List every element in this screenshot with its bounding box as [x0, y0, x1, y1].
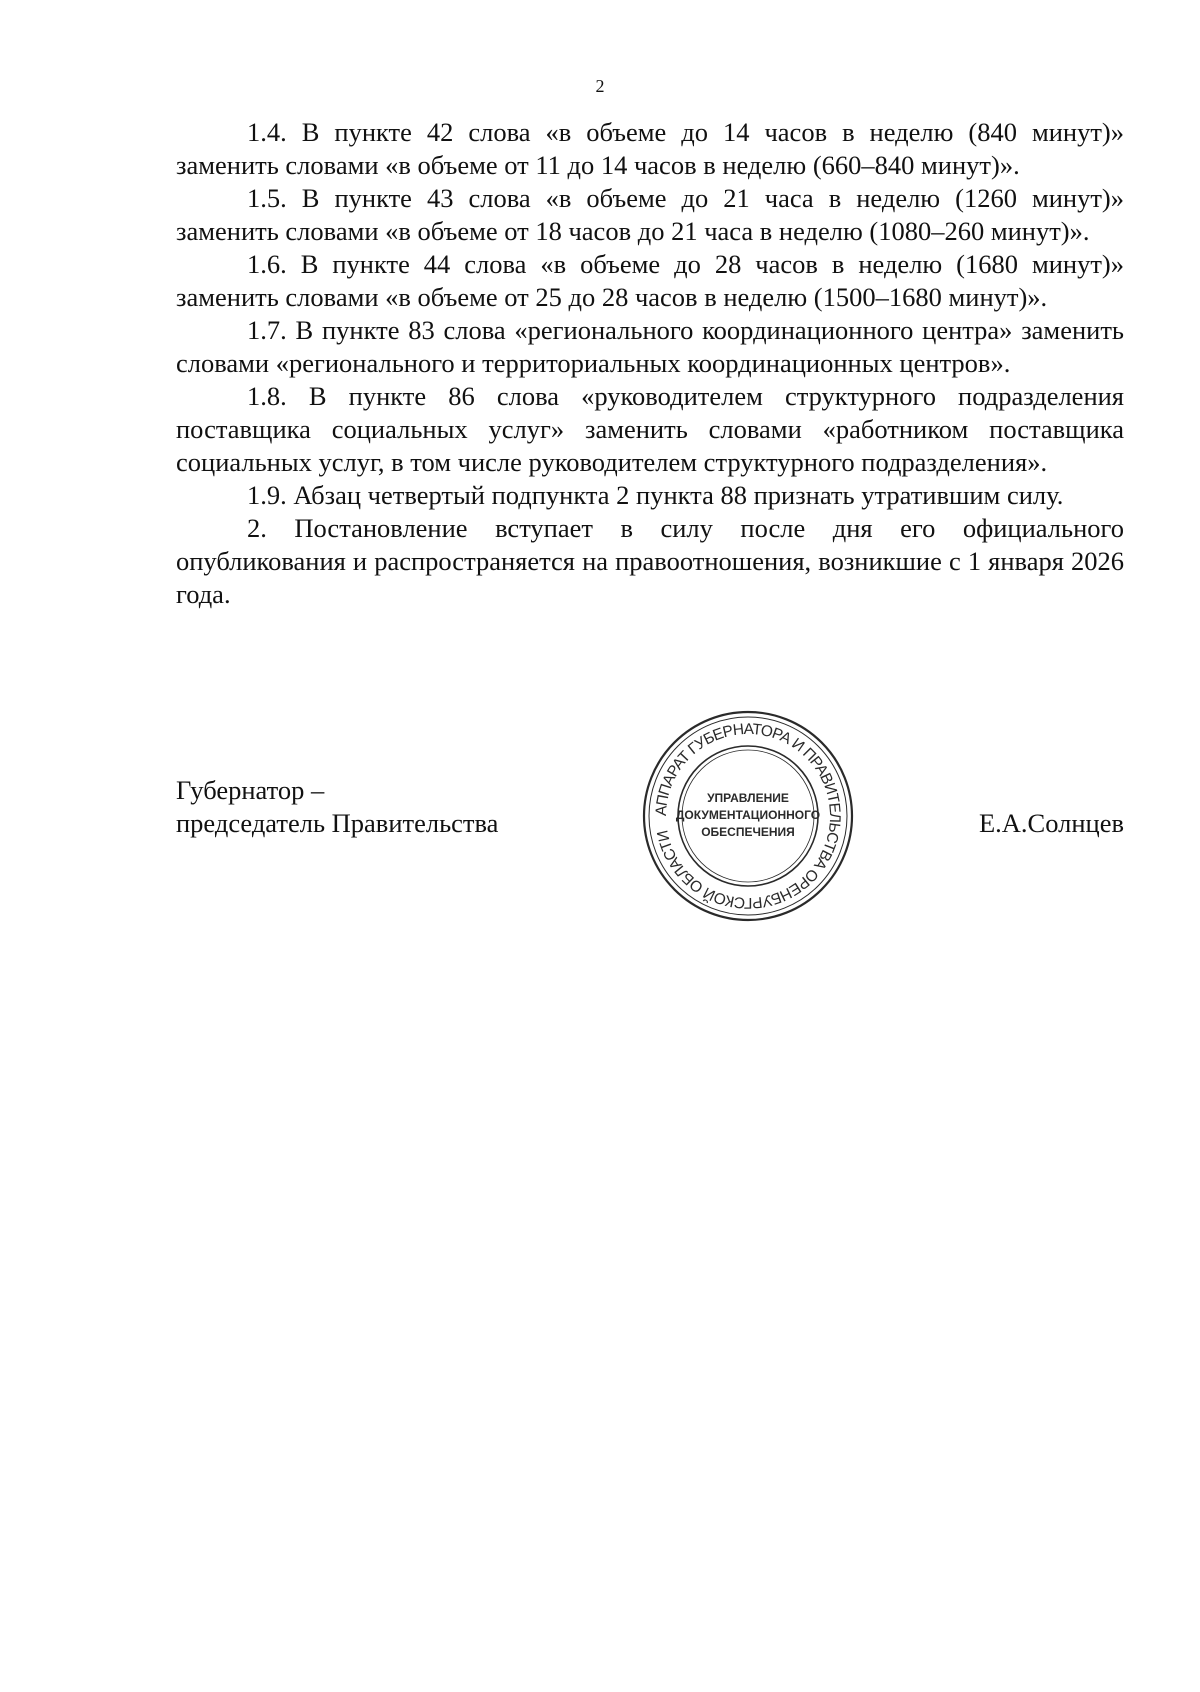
seal-center-line-3: ОБЕСПЕЧЕНИЯ	[701, 825, 795, 839]
paragraph-2: 2. Постановление вступает в силу после дня его официального опубликования и распространяется на правоотношения, возникшие с 1 января 2026 года.	[176, 513, 1124, 609]
signatory-position-line-2: председатель Правительства	[176, 808, 499, 838]
page-number: 2	[595, 76, 605, 96]
paragraph-1-7: 1.7. В пункте 83 слова «регионального координационного центра» заменить словами «регионального и территориальных координационных центров».	[176, 315, 1124, 378]
official-seal	[640, 708, 856, 924]
paragraph-1-5: 1.5. В пункте 43 слова «в объеме до 21 часа в неделю (1260 минут)» заменить словами «в объеме от 18 часов до 21 часа в неделю (1080–260 минут)».	[176, 183, 1124, 246]
document-body	[176, 116, 1124, 611]
seal-ring-text: АППАРАТ ГУБЕРНАТОРА И ПРАВИТЕЛЬСТВА ОРЕНБУРГСКОЙ ОБЛАСТИ	[652, 720, 844, 912]
paragraph-1-6: 1.6. В пункте 44 слова «в объеме до 28 часов в неделю (1680 минут)» заменить словами «в объеме от 25 до 28 часов в неделю (1500–1680 минут)».	[176, 249, 1124, 312]
paragraph-1-4: 1.4. В пункте 42 слова «в объеме до 14 часов в неделю (840 минут)» заменить словами «в объеме от 11 до 14 часов в неделю (660–840 минут)».	[176, 117, 1124, 180]
paragraph-1-8: 1.8. В пункте 86 слова «руководителем структурного подразделения поставщика социальных услуг» заменить словами «работником поставщика социальных услуг, в том числе руководителем структурного подразделения».	[176, 381, 1124, 477]
seal-center-line-1: УПРАВЛЕНИЕ	[707, 791, 789, 805]
seal-center-line-2: ДОКУМЕНТАЦИОННОГО	[675, 808, 821, 822]
signatory-position-line-1: Губернатор –	[176, 775, 325, 805]
seal-graphic	[640, 708, 856, 924]
signatory-name: Е.А.Солнцев	[978, 808, 1124, 838]
paragraph-1-9: 1.9. Абзац четвертый подпункта 2 пункта 88 признать утратившим силу.	[247, 480, 1064, 510]
signatory-position	[176, 774, 498, 840]
